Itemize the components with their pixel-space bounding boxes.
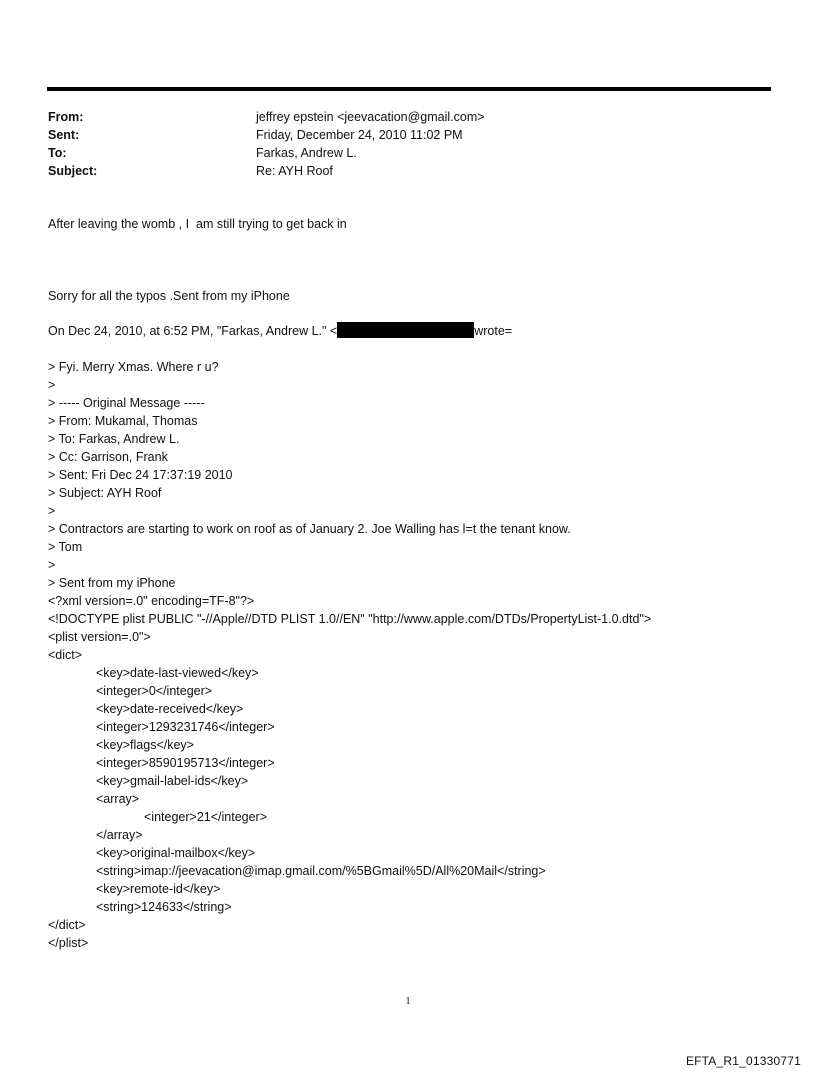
- plist-doctype: <!DOCTYPE plist PUBLIC "-//Apple//DTD PLIST 1.0//EN" "http://www.apple.com/DTDs/PropertyList-1.0.dtd">: [48, 612, 652, 626]
- plist-line: <key>gmail-label-ids</key>: [96, 774, 249, 788]
- subject-label: Subject:: [48, 164, 98, 178]
- plist-open: <plist version=.0">: [48, 630, 151, 644]
- sent-value: Friday, December 24, 2010 11:02 PM: [256, 128, 463, 142]
- plist-line: <key>flags</key>: [96, 738, 194, 752]
- quoted-line: > Tom: [48, 540, 83, 554]
- plist-xml-decl: <?xml version=.0" encoding=TF-8"?>: [48, 594, 255, 608]
- quoted-line: > Cc: Garrison, Frank: [48, 450, 168, 464]
- from-value: jeffrey epstein <jeevacation@gmail.com>: [256, 110, 485, 124]
- quoted-line: >: [48, 504, 56, 518]
- plist-line: <integer>8590195713</integer>: [96, 756, 275, 770]
- header-rule: [47, 87, 771, 91]
- to-row: [48, 144, 485, 162]
- to-label: To:: [48, 146, 67, 160]
- quoted-line: >: [48, 378, 56, 392]
- body-line-2: Sorry for all the typos .Sent from my iPhone: [48, 289, 290, 303]
- plist-close: </plist>: [48, 936, 89, 950]
- sent-label: Sent:: [48, 128, 80, 142]
- quoted-line: >: [48, 558, 56, 572]
- from-label: From:: [48, 110, 84, 124]
- plist-line: <integer>21</integer>: [144, 810, 268, 824]
- quoted-line: > Subject: AYH Roof: [48, 486, 162, 500]
- sent-row: [48, 126, 485, 144]
- plist-line: <array>: [96, 792, 140, 806]
- plist-line: <key>date-received</key>: [96, 702, 244, 716]
- plist-dict-close: </dict>: [48, 918, 86, 932]
- plist-line: <key>original-mailbox</key>: [96, 846, 256, 860]
- attribution-prefix: On Dec 24, 2010, at 6:52 PM, "Farkas, Andrew L." <: [48, 324, 338, 338]
- page-number: 1: [405, 996, 411, 1007]
- quoted-message: [48, 358, 651, 952]
- quoted-line: > Sent from my iPhone: [48, 576, 176, 590]
- plist-line: <key>date-last-viewed</key>: [96, 666, 259, 680]
- to-value: Farkas, Andrew L.: [256, 146, 357, 160]
- subject-value: Re: AYH Roof: [256, 164, 333, 178]
- bates-number: EFTA_R1_01330771: [685, 1054, 801, 1068]
- plist-dict-open: <dict>: [48, 648, 83, 662]
- plist-line: <string>124633</string>: [96, 900, 232, 914]
- reply-attribution: [48, 322, 512, 340]
- quoted-line: > ----- Original Message -----: [48, 396, 205, 410]
- quoted-line: > Sent: Fri Dec 24 17:37:19 2010: [48, 468, 233, 482]
- quoted-line: > To: Farkas, Andrew L.: [48, 432, 180, 446]
- email-header: [48, 108, 485, 180]
- quoted-line: > Fyi. Merry Xmas. Where r u?: [48, 360, 219, 374]
- plist-line: <key>remote-id</key>: [96, 882, 221, 896]
- attribution-suffix: wrote=: [474, 324, 513, 338]
- subject-row: [48, 162, 485, 180]
- plist-line: </array>: [96, 828, 143, 842]
- plist-line: <string>imap://jeevacation@imap.gmail.com/%5BGmail%5D/All%20Mail</string>: [96, 864, 546, 878]
- body-line-1: After leaving the womb , I am still trying to get back in: [48, 217, 347, 231]
- quoted-line: > From: Mukamal, Thomas: [48, 414, 198, 428]
- quoted-line: > Contractors are starting to work on roof as of January 2. Joe Walling has l=t the tenant know.: [48, 522, 571, 536]
- from-row: [48, 108, 485, 126]
- plist-line: <integer>0</integer>: [96, 684, 213, 698]
- redaction-box: [337, 322, 474, 338]
- plist-line: <integer>1293231746</integer>: [96, 720, 275, 734]
